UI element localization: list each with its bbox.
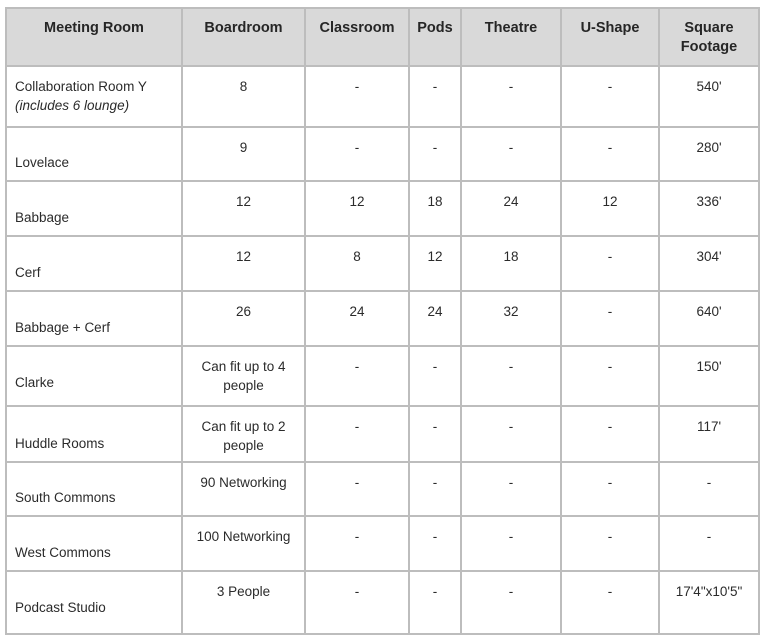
cell-boardroom: 3 People: [182, 571, 305, 634]
cell-room-name: [6, 462, 182, 516]
table-row: [6, 462, 759, 516]
room-name-text: Podcast Studio: [15, 600, 106, 615]
cell-classroom: -: [305, 516, 409, 571]
header-meeting-room: Meeting Room: [6, 8, 182, 66]
cell-room-name: [6, 66, 182, 127]
cell-classroom: -: [305, 462, 409, 516]
room-name-text: Collaboration Room Y: [15, 79, 147, 94]
cell-theatre: 24: [461, 181, 561, 236]
cell-theatre: -: [461, 346, 561, 406]
cell-theatre: 18: [461, 236, 561, 291]
table-row: [6, 236, 759, 291]
cell-square-footage: 540': [659, 66, 759, 127]
cell-u-shape: -: [561, 462, 659, 516]
cell-pods: 12: [409, 236, 461, 291]
cell-u-shape: -: [561, 516, 659, 571]
room-name-text: Babbage: [15, 210, 70, 225]
header-boardroom: Boardroom: [182, 8, 305, 66]
cell-u-shape: -: [561, 406, 659, 462]
table-row: [6, 127, 759, 181]
cell-room-name: [6, 181, 182, 236]
cell-theatre: -: [461, 406, 561, 462]
table-row: [6, 346, 759, 406]
cell-u-shape: -: [561, 291, 659, 346]
cell-u-shape: -: [561, 236, 659, 291]
cell-square-footage: 150': [659, 346, 759, 406]
cell-square-footage: -: [659, 462, 759, 516]
cell-classroom: -: [305, 127, 409, 181]
cell-pods: -: [409, 406, 461, 462]
cell-pods: -: [409, 571, 461, 634]
meeting-room-capacity-table: [5, 7, 760, 635]
room-name-text: Cerf: [15, 265, 41, 280]
table-row: [6, 571, 759, 634]
cell-boardroom: 8: [182, 66, 305, 127]
header-pods: Pods: [409, 8, 461, 66]
table-row: [6, 291, 759, 346]
room-note-text: (includes 6 lounge): [15, 98, 130, 113]
cell-pods: -: [409, 66, 461, 127]
cell-classroom: 8: [305, 236, 409, 291]
cell-theatre: -: [461, 571, 561, 634]
cell-classroom: -: [305, 346, 409, 406]
cell-room-name: [6, 571, 182, 634]
cell-boardroom: 9: [182, 127, 305, 181]
cell-boardroom: Can fit up to 4 people: [182, 346, 305, 406]
cell-theatre: 32: [461, 291, 561, 346]
header-classroom: Classroom: [305, 8, 409, 66]
cell-square-footage: -: [659, 516, 759, 571]
cell-classroom: 24: [305, 291, 409, 346]
room-name-text: West Commons: [15, 545, 111, 560]
table-row: [6, 406, 759, 462]
cell-square-footage: 117': [659, 406, 759, 462]
cell-room-name: [6, 127, 182, 181]
table-header: [6, 8, 759, 66]
room-name-text: Clarke: [15, 375, 55, 390]
cell-boardroom: 90 Networking: [182, 462, 305, 516]
cell-boardroom: 12: [182, 236, 305, 291]
header-square-footage: Square Footage: [659, 8, 759, 66]
cell-pods: -: [409, 516, 461, 571]
table-body: [6, 66, 759, 634]
cell-room-name: [6, 516, 182, 571]
cell-u-shape: -: [561, 66, 659, 127]
cell-boardroom: Can fit up to 2 people: [182, 406, 305, 462]
cell-classroom: -: [305, 571, 409, 634]
cell-boardroom: 100 Networking: [182, 516, 305, 571]
cell-theatre: -: [461, 66, 561, 127]
cell-room-name: [6, 236, 182, 291]
room-name-text: Huddle Rooms: [15, 436, 105, 451]
header-u-shape: U-Shape: [561, 8, 659, 66]
room-name-text: Babbage + Cerf: [15, 320, 110, 335]
cell-room-name: [6, 406, 182, 462]
cell-square-footage: 304': [659, 236, 759, 291]
cell-u-shape: 12: [561, 181, 659, 236]
cell-pods: 18: [409, 181, 461, 236]
cell-square-footage: 280': [659, 127, 759, 181]
cell-pods: -: [409, 462, 461, 516]
cell-room-name: [6, 346, 182, 406]
cell-square-footage: 17'4"x10'5": [659, 571, 759, 634]
cell-u-shape: -: [561, 346, 659, 406]
cell-boardroom: 26: [182, 291, 305, 346]
cell-square-footage: 336': [659, 181, 759, 236]
cell-pods: -: [409, 346, 461, 406]
cell-u-shape: -: [561, 127, 659, 181]
cell-u-shape: -: [561, 571, 659, 634]
cell-boardroom: 12: [182, 181, 305, 236]
header-theatre: Theatre: [461, 8, 561, 66]
cell-pods: -: [409, 127, 461, 181]
cell-classroom: -: [305, 66, 409, 127]
cell-theatre: -: [461, 127, 561, 181]
header-row: [6, 8, 759, 66]
cell-theatre: -: [461, 462, 561, 516]
cell-classroom: -: [305, 406, 409, 462]
cell-square-footage: 640': [659, 291, 759, 346]
cell-pods: 24: [409, 291, 461, 346]
room-name-text: South Commons: [15, 490, 116, 505]
table-row: [6, 181, 759, 236]
cell-room-name: [6, 291, 182, 346]
cell-theatre: -: [461, 516, 561, 571]
table-row: [6, 66, 759, 127]
cell-classroom: 12: [305, 181, 409, 236]
table-row: [6, 516, 759, 571]
room-name-text: Lovelace: [15, 155, 70, 170]
